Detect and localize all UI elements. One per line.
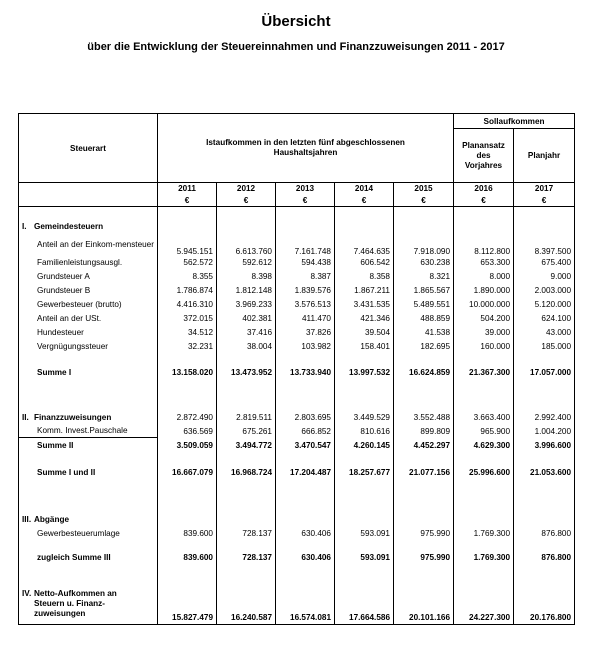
- value-cell-2015: 41.538: [394, 326, 454, 340]
- value-cell-2016: 8.112.800: [454, 234, 514, 256]
- header-planjahr: Planjahr: [514, 129, 575, 183]
- value-cell-2011: 32.231: [158, 340, 217, 354]
- value-cell-2013: 13.733.940: [276, 354, 335, 392]
- value-cell-2012: 402.381: [217, 312, 276, 326]
- value-cell-2016: 21.367.300: [454, 354, 514, 392]
- table-row: [19, 284, 575, 298]
- header-planansatz: Planansatz des Vorjahres: [454, 129, 514, 183]
- value-cell-2016: 965.900: [454, 425, 514, 438]
- value-cell-2017: 5.120.000: [514, 298, 575, 312]
- value-cell-2015: 975.990: [394, 540, 454, 575]
- value-cell-2013: 8.387: [276, 270, 335, 284]
- header-istaufkommen: Istaufkommen in den letzten fünf abgeschlossenen Haushaltsjahren: [158, 114, 454, 183]
- value-cell-2015: 21.077.156: [394, 453, 454, 493]
- value-cell-2011: 13.158.020: [158, 354, 217, 392]
- value-cell-2016: 160.000: [454, 340, 514, 354]
- value-cell-2017: 9.000: [514, 270, 575, 284]
- row-label: Gewerbesteuer (brutto): [19, 298, 158, 312]
- row-label: Komm. Invest.Pauschale: [19, 425, 158, 438]
- value-cell-2013: 411.470: [276, 312, 335, 326]
- value-cell-2015: 1.865.567: [394, 284, 454, 298]
- value-cell-2013: 3.470.547: [276, 438, 335, 453]
- section-number: II.: [22, 413, 29, 422]
- value-cell-2011: 1.786.874: [158, 284, 217, 298]
- row-label: Summe I und II: [19, 453, 158, 493]
- value-cell-2016: 3.663.400: [454, 411, 514, 425]
- value-cell-2014: 421.346: [335, 312, 394, 326]
- value-cell-2015: 899.809: [394, 425, 454, 438]
- value-cell-2012: 1.812.148: [217, 284, 276, 298]
- value-cell-2013: 1.839.576: [276, 284, 335, 298]
- currency-label: €: [335, 195, 394, 207]
- value-cell-2012: 3.969.233: [217, 298, 276, 312]
- table-row: [19, 527, 575, 540]
- table-row: [19, 234, 575, 256]
- value-cell-2013: 103.982: [276, 340, 335, 354]
- value-cell-2017: 8.397.500: [514, 234, 575, 256]
- header-sollaufkommen: Sollaufkommen: [454, 114, 575, 129]
- value-cell-2014: 7.464.635: [335, 234, 394, 256]
- value-cell-2016: 4.629.300: [454, 438, 514, 453]
- value-cell-2017: 20.176.800: [514, 589, 575, 625]
- row-label: Anteil an der USt.: [19, 312, 158, 326]
- value-cell-2014: 17.664.586: [335, 589, 394, 625]
- currency-row: [19, 195, 575, 207]
- value-cell-2016: 8.000: [454, 270, 514, 284]
- currency-label: €: [514, 195, 575, 207]
- value-cell-2011: 16.667.079: [158, 453, 217, 493]
- value-cell-2014: 593.091: [335, 527, 394, 540]
- value-cell-2011: 34.512: [158, 326, 217, 340]
- value-cell-2015: 16.624.859: [394, 354, 454, 392]
- value-cell-2016: 39.000: [454, 326, 514, 340]
- value-cell-2017: 2.992.400: [514, 411, 575, 425]
- value-cell-2017: 43.000: [514, 326, 575, 340]
- page-subtitle: über die Entwicklung der Steuereinnahmen und Finanzzuweisungen 2011 - 2017: [87, 41, 505, 53]
- page-title: Übersicht: [261, 13, 331, 30]
- year-2017: 2017: [514, 183, 575, 195]
- value-cell-2012: 3.494.772: [217, 438, 276, 453]
- value-cell-2015: 5.489.551: [394, 298, 454, 312]
- value-cell-2013: 17.204.487: [276, 453, 335, 493]
- row-label: Vergnügungssteuer: [19, 340, 158, 354]
- table-row-summe-1-2: [19, 453, 575, 493]
- section-title: Abgänge: [34, 515, 70, 524]
- value-cell-2015: 488.859: [394, 312, 454, 326]
- value-cell-2014: 13.997.532: [335, 354, 394, 392]
- value-cell-2015: 3.552.488: [394, 411, 454, 425]
- value-cell-2011: 562.572: [158, 256, 217, 270]
- value-cell-2011: 372.015: [158, 312, 217, 326]
- value-cell-2017: 876.800: [514, 527, 575, 540]
- year-row: [19, 183, 575, 195]
- table-row: [19, 326, 575, 340]
- currency-label: €: [158, 195, 217, 207]
- value-cell-2014: 8.358: [335, 270, 394, 284]
- table-row: [19, 256, 575, 270]
- value-cell-2015: 975.990: [394, 527, 454, 540]
- value-cell-2017: 675.400: [514, 256, 575, 270]
- value-cell-2014: 3.431.535: [335, 298, 394, 312]
- value-cell-2012: 13.473.952: [217, 354, 276, 392]
- value-cell-2016: 24.227.300: [454, 589, 514, 625]
- value-cell-2016: 1.769.300: [454, 527, 514, 540]
- value-cell-2014: 606.542: [335, 256, 394, 270]
- value-cell-2014: 18.257.677: [335, 453, 394, 493]
- value-cell-2011: 3.509.059: [158, 438, 217, 453]
- section-number: III.: [22, 515, 32, 524]
- value-cell-2012: 728.137: [217, 540, 276, 575]
- row-label: Hundesteuer: [19, 326, 158, 340]
- value-cell-2014: 4.260.145: [335, 438, 394, 453]
- year-2015: 2015: [394, 183, 454, 195]
- table-row: [19, 340, 575, 354]
- table-row: [19, 312, 575, 326]
- value-cell-2013: 7.161.748: [276, 234, 335, 256]
- year-2012: 2012: [217, 183, 276, 195]
- year-2011: 2011: [158, 183, 217, 195]
- value-cell-2017: 2.003.000: [514, 284, 575, 298]
- value-cell-2015: 8.321: [394, 270, 454, 284]
- value-cell-2011: 2.872.490: [158, 411, 217, 425]
- value-cell-2015: 7.918.090: [394, 234, 454, 256]
- year-2013: 2013: [276, 183, 335, 195]
- value-cell-2015: 182.695: [394, 340, 454, 354]
- value-cell-2012: 16.968.724: [217, 453, 276, 493]
- value-cell-2015: 20.101.166: [394, 589, 454, 625]
- section-number: I.: [22, 222, 27, 231]
- table-row-summe-2: [19, 438, 575, 453]
- value-cell-2016: 1.769.300: [454, 540, 514, 575]
- value-cell-2016: 25.996.600: [454, 453, 514, 493]
- year-2014: 2014: [335, 183, 394, 195]
- section-number: IV.: [22, 588, 32, 598]
- value-cell-2012: 38.004: [217, 340, 276, 354]
- row-label: Grundsteuer A: [19, 270, 158, 284]
- value-cell-2013: 630.406: [276, 527, 335, 540]
- section-title: Gemeindesteuern: [34, 222, 104, 231]
- value-cell-2017: 3.996.600: [514, 438, 575, 453]
- value-cell-2012: 675.261: [217, 425, 276, 438]
- value-cell-2013: 630.406: [276, 540, 335, 575]
- value-cell-2013: 3.576.513: [276, 298, 335, 312]
- value-cell-2012: 16.240.587: [217, 589, 276, 625]
- header-steuerart: Steuerart: [19, 114, 158, 183]
- currency-label: €: [217, 195, 276, 207]
- row-label: Anteil an der Einkom-mensteuer: [19, 234, 158, 256]
- table-row-summe-1: [19, 354, 575, 392]
- row-label: Familienleistungsausgl.: [19, 256, 158, 270]
- section-header: [19, 411, 575, 425]
- currency-label: €: [394, 195, 454, 207]
- value-cell-2017: 876.800: [514, 540, 575, 575]
- row-label: Summe I: [19, 354, 158, 392]
- table-row-netto: [19, 589, 575, 625]
- currency-label: €: [454, 195, 514, 207]
- value-cell-2013: 666.852: [276, 425, 335, 438]
- value-cell-2014: 810.616: [335, 425, 394, 438]
- value-cell-2014: 158.401: [335, 340, 394, 354]
- year-2016: 2016: [454, 183, 514, 195]
- value-cell-2013: 37.826: [276, 326, 335, 340]
- value-cell-2017: 624.100: [514, 312, 575, 326]
- value-cell-2014: 3.449.529: [335, 411, 394, 425]
- row-label: Gewerbesteuerumlage: [19, 527, 158, 540]
- table-row: [19, 270, 575, 284]
- row-label: zugleich Summe III: [19, 540, 158, 575]
- value-cell-2012: 2.819.511: [217, 411, 276, 425]
- value-cell-2017: 17.057.000: [514, 354, 575, 392]
- value-cell-2011: 15.827.479: [158, 589, 217, 625]
- value-cell-2015: 630.238: [394, 256, 454, 270]
- value-cell-2016: 504.200: [454, 312, 514, 326]
- currency-label: €: [276, 195, 335, 207]
- value-cell-2012: 37.416: [217, 326, 276, 340]
- section-title: Netto-Aufkommen an Steuern u. Finanz-zuweisungen: [34, 588, 117, 618]
- row-label: Grundsteuer B: [19, 284, 158, 298]
- value-cell-2016: 653.300: [454, 256, 514, 270]
- value-cell-2011: 8.355: [158, 270, 217, 284]
- value-cell-2011: 5.945.151: [158, 234, 217, 256]
- section-header: [19, 513, 575, 527]
- row-label: Summe II: [19, 438, 158, 453]
- value-cell-2011: 636.569: [158, 425, 217, 438]
- value-cell-2015: 4.452.297: [394, 438, 454, 453]
- value-cell-2016: 10.000.000: [454, 298, 514, 312]
- table-row: [19, 298, 575, 312]
- value-cell-2013: 16.574.081: [276, 589, 335, 625]
- value-cell-2012: 8.398: [217, 270, 276, 284]
- table-row: [19, 425, 575, 438]
- value-cell-2017: 21.053.600: [514, 453, 575, 493]
- table-row-summe-3: [19, 540, 575, 575]
- value-cell-2013: 594.438: [276, 256, 335, 270]
- value-cell-2014: 1.867.211: [335, 284, 394, 298]
- value-cell-2012: 592.612: [217, 256, 276, 270]
- section-header: [19, 220, 575, 234]
- value-cell-2017: 185.000: [514, 340, 575, 354]
- tax-overview-table: [18, 113, 575, 625]
- value-cell-2012: 728.137: [217, 527, 276, 540]
- value-cell-2011: 839.600: [158, 540, 217, 575]
- value-cell-2014: 39.504: [335, 326, 394, 340]
- value-cell-2012: 6.613.760: [217, 234, 276, 256]
- value-cell-2011: 839.600: [158, 527, 217, 540]
- value-cell-2013: 2.803.695: [276, 411, 335, 425]
- value-cell-2011: 4.416.310: [158, 298, 217, 312]
- value-cell-2017: 1.004.200: [514, 425, 575, 438]
- section-title: Finanzzuweisungen: [34, 413, 112, 422]
- value-cell-2016: 1.890.000: [454, 284, 514, 298]
- value-cell-2014: 593.091: [335, 540, 394, 575]
